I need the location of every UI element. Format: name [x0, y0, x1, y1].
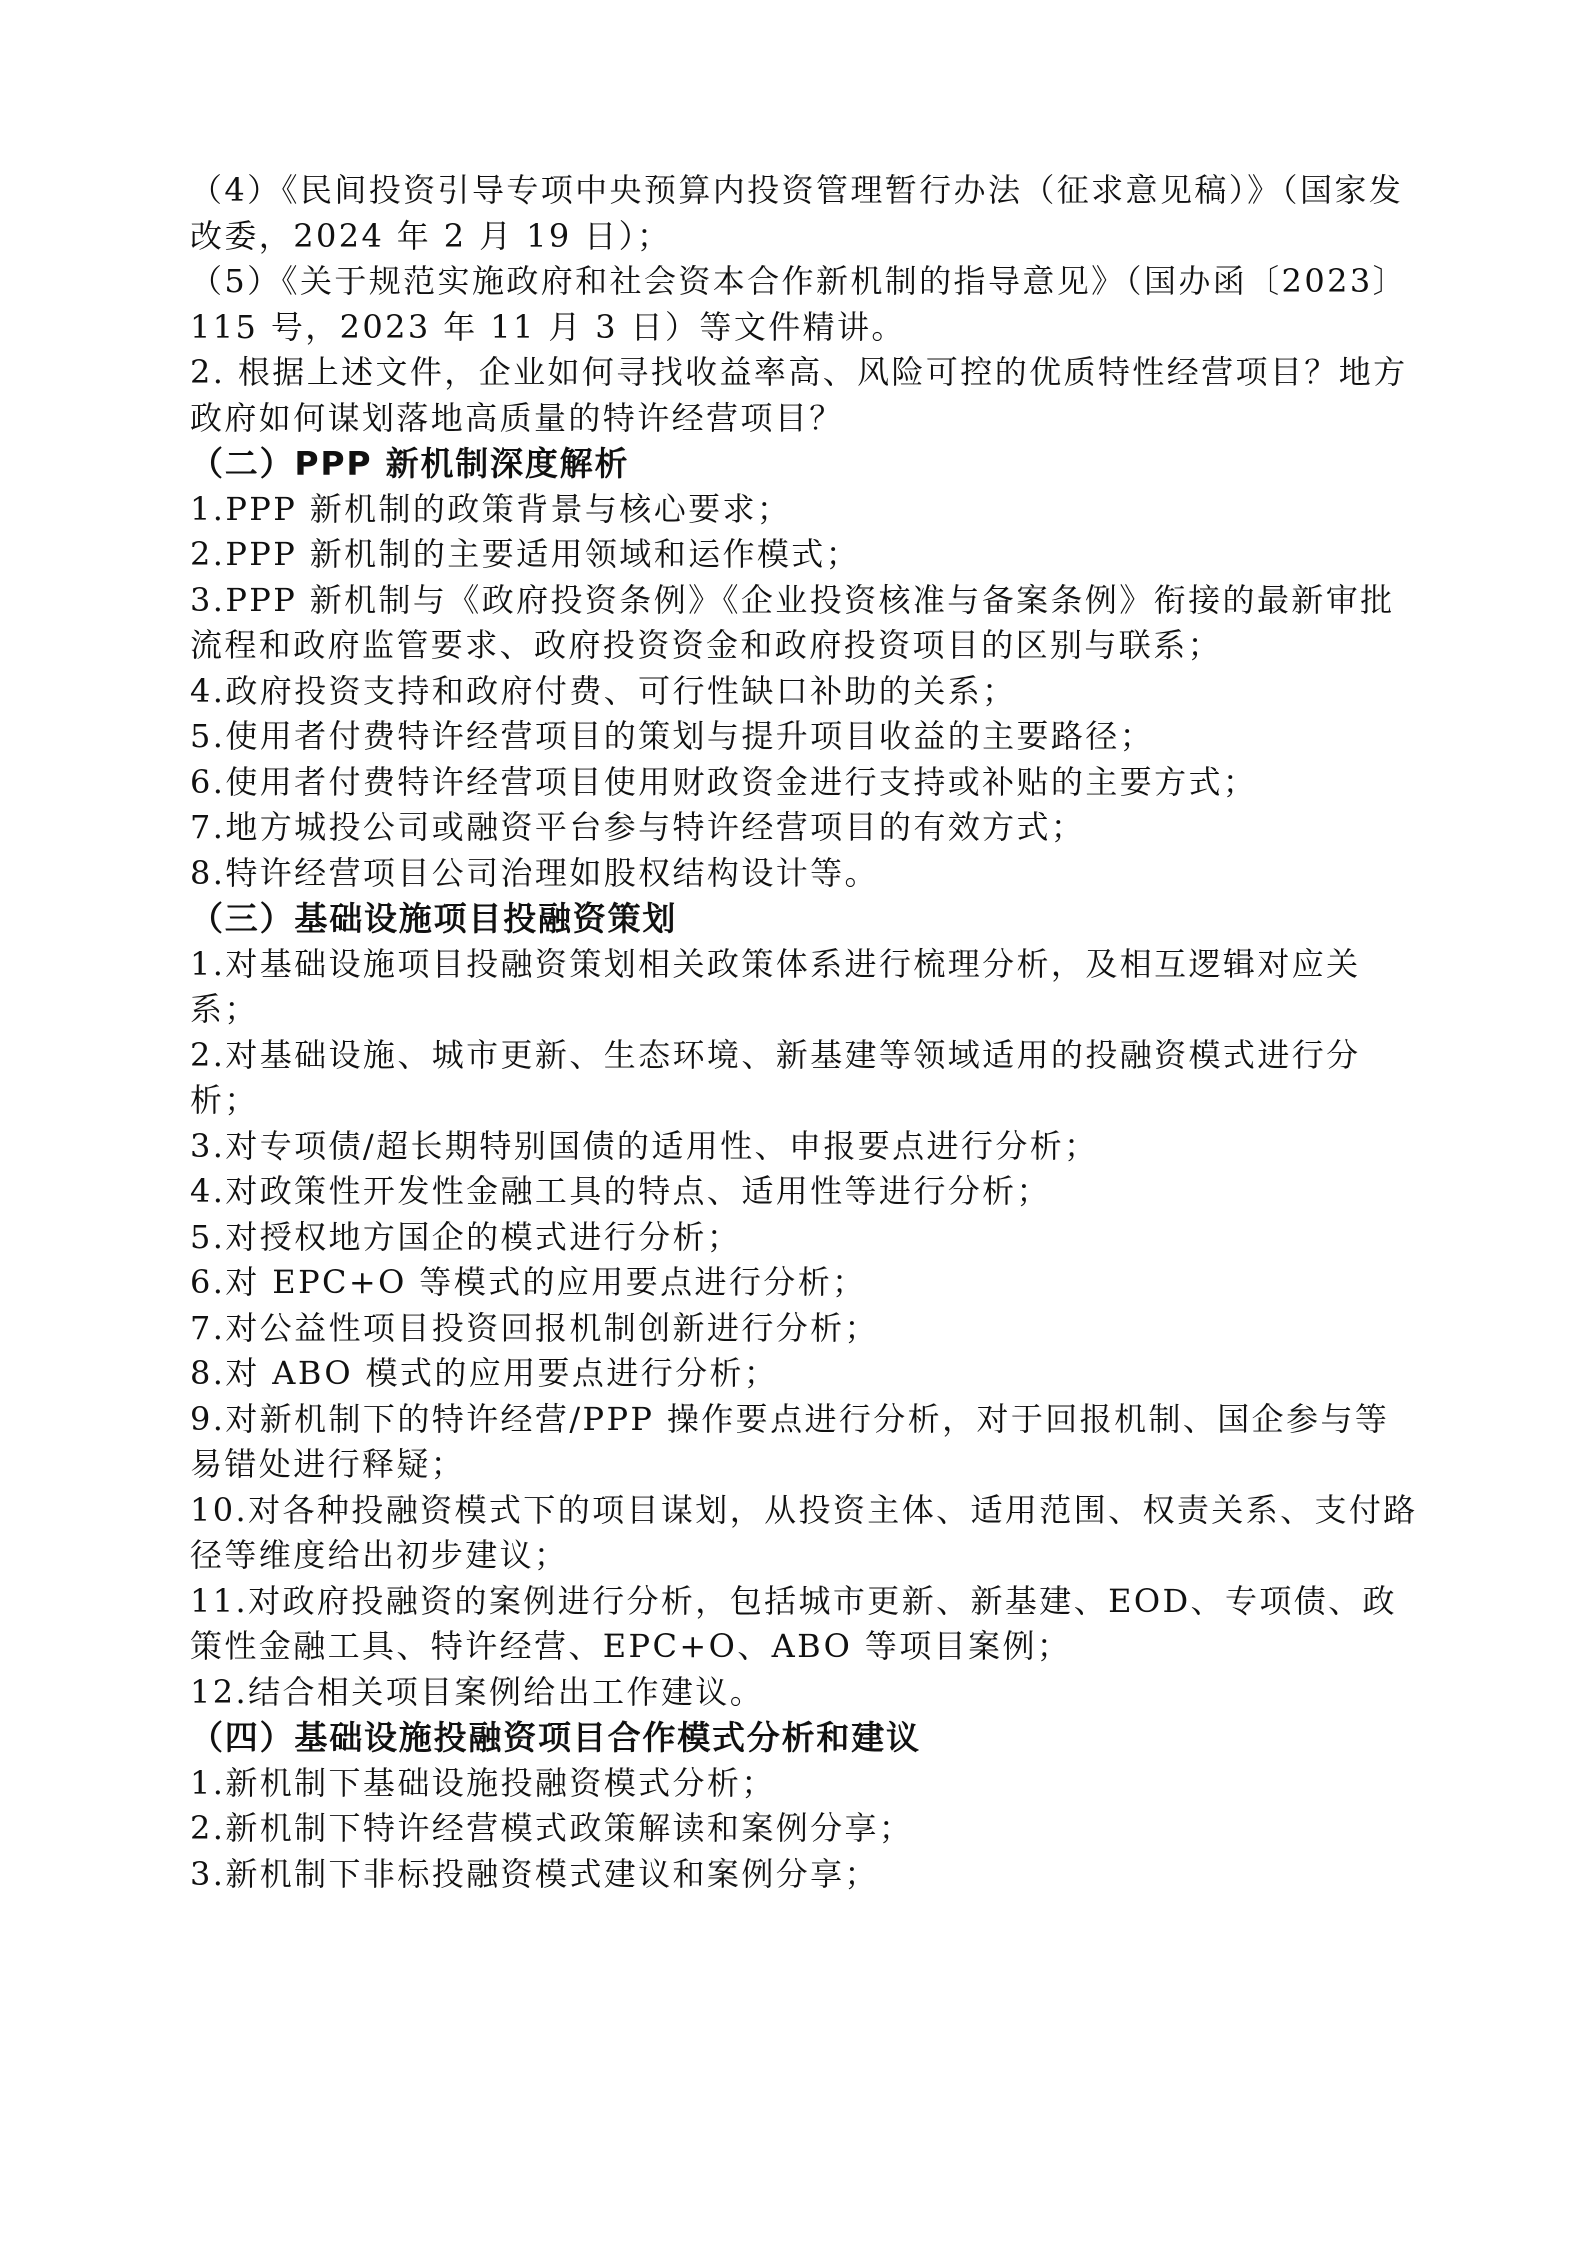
list-item: 11.对政府投融资的案例进行分析，包括城市更新、新基建、EOD、专项债、政策性金融工具、特许经营、EPC+O、ABO 等项目案例；: [190, 1581, 1397, 1665]
list-item: 1.对基础设施项目投融资策划相关政策体系进行梳理分析，及相互逻辑对应关系；: [190, 944, 1361, 1028]
section-heading: （二）PPP 新机制深度解析: [190, 444, 630, 483]
list-item: 2.新机制下特许经营模式政策解读和案例分享；: [190, 1809, 914, 1847]
list-item: 6.对 EPC+O 等模式的应用要点进行分析；: [190, 1263, 867, 1301]
list-item: 9.对新机制下的特许经营/PPP 操作要点进行分析，对于回报机制、国企参与等易错处进行释疑；: [190, 1399, 1390, 1483]
list-item: 3.对专项债/超长期特别国债的适用性、申报要点进行分析；: [190, 1126, 1099, 1165]
list-item: 4.对政策性开发性金融工具的特点、适用性等进行分析；: [190, 1172, 1051, 1210]
list-item: 8.对 ABO 模式的应用要点进行分析；: [190, 1354, 779, 1392]
list-item: 7.地方城投公司或融资平台参与特许经营项目的有效方式；: [190, 808, 1086, 846]
list-item: 1.新机制下基础设施投融资模式分析；: [190, 1763, 776, 1802]
list-item: 6.使用者付费特许经营项目使用财政资金进行支持或补贴的主要方式；: [190, 762, 1258, 801]
document-body: [190, 168, 1420, 1897]
reference-item: （5）《关于规范实施政府和社会资本合作新机制的指导意见》（国办函〔2023〕115 号，2023 年 11 月 3 日）等文件精讲。: [190, 262, 1407, 346]
list-item: 2.对基础设施、城市更新、生态环境、新基建等领域适用的投融资模式进行分析；: [190, 1035, 1361, 1119]
list-item: 2.PPP 新机制的主要适用领域和运作模式；: [190, 535, 861, 573]
list-item: 12.结合相关项目案例给出工作建议。: [190, 1672, 765, 1711]
list-item: 3.PPP 新机制与《政府投资条例》《企业投资核准与备案条例》衔接的最新审批流程和政府监管要求、政府投资资金和政府投资项目的区别与联系；: [190, 580, 1395, 664]
list-item: 4.政府投资支持和政府付费、可行性缺口补助的关系；: [190, 671, 1017, 710]
list-item: 3.新机制下非标投融资模式建议和案例分享；: [190, 1854, 879, 1893]
reference-item: （4）《民间投资引导专项中央预算内投资管理暂行办法（征求意见稿）》（国家发改委，2024 年 2 月 19 日）；: [190, 171, 1404, 255]
list-item: 10.对各种投融资模式下的项目谋划，从投资主体、适用范围、权责关系、支付路径等维度给出初步建议；: [190, 1490, 1418, 1574]
section-heading: （四）基础设施投融资项目合作模式分析和建议: [190, 1718, 921, 1757]
section-heading: （三）基础设施项目投融资策划: [190, 899, 678, 938]
list-item: 1.PPP 新机制的政策背景与核心要求；: [190, 489, 792, 528]
list-item: 7.对公益性项目投资回报机制创新进行分析；: [190, 1308, 879, 1347]
list-item: 5.对授权地方国企的模式进行分析；: [190, 1217, 742, 1256]
question-paragraph: 2. 根据上述文件，企业如何寻找收益率高、风险可控的优质特性经营项目？地方政府如何谋划落地高质量的特许经营项目？: [190, 353, 1408, 437]
list-item: 8.特许经营项目公司治理如股权结构设计等。: [190, 853, 879, 892]
list-item: 5.使用者付费特许经营项目的策划与提升项目收益的主要路径；: [190, 717, 1155, 755]
